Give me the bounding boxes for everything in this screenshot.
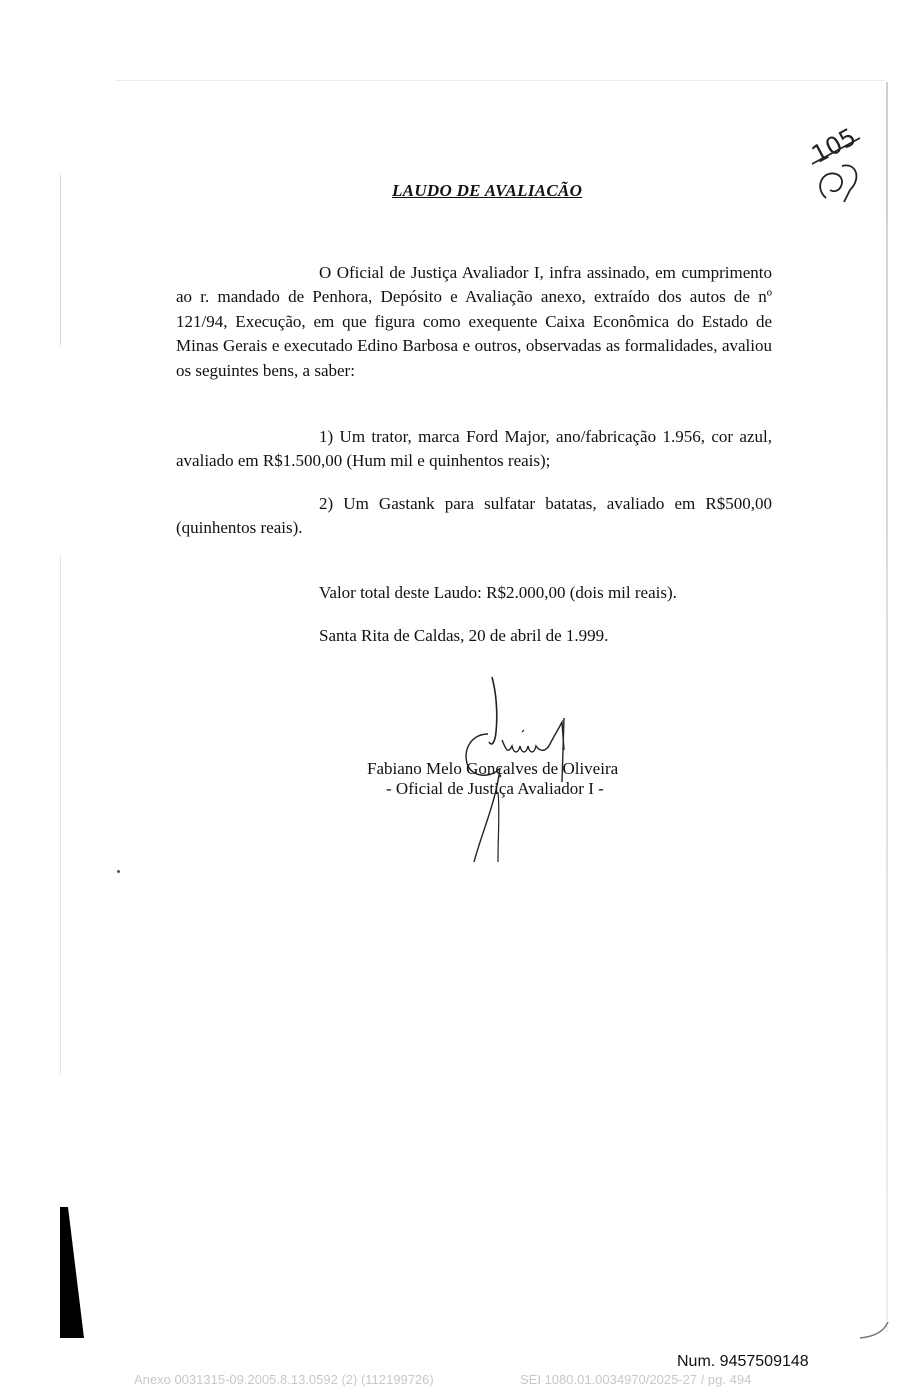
scan-speck [117,870,120,873]
item-2-rest: R$500,00 (quinhentos reais). [176,494,772,538]
scan-left-edge [60,175,61,345]
scan-right-edge [886,82,888,1332]
scan-left-edge-lower [60,555,61,1075]
place-and-date: Santa Rita de Caldas, 20 de abril de 1.999. [319,626,609,645]
scan-top-edge [115,80,885,81]
scan-corner-curl [860,1322,890,1340]
total-value: Valor total deste Laudo: R$2.000,00 (dois mil reais). [319,583,677,602]
handwritten-signature [462,672,582,867]
signer-role: - Oficial de Justiça Avaliador I - [386,779,604,798]
sei-reference: SEI 1080.01.0034970/2025-27 / pg. 494 [520,1372,752,1387]
document-title: LAUDO DE AVALIACÃO [392,181,583,200]
handwritten-page-number [804,118,874,206]
intro-paragraph-first: O Oficial de Justiça Avaliador I, infra assinado, em [319,263,676,282]
intro-paragraph-rest: cumprimento ao r. mandado de Penhora, Depósito e Avaliação anexo, extraído dos autos de nº 121/94, Execução, em que figura como exequente Caixa Econômica do Estado de Minas Gerais e executado Edino Barbosa e outros, observadas as formalidades, avaliou os seguintes bens, a saber: [176,263,772,380]
intro-paragraph [176,261,772,383]
item-1-rest: cor azul, avaliado em R$1.500,00 (Hum mil e quinhentos reais); [176,427,772,471]
page-mark-text: 105 [807,122,861,169]
item-2 [176,492,772,541]
item-2-first: 2) Um Gastank para sulfatar batatas, avaliado em [319,494,696,513]
signer-name: Fabiano Melo Gonçalves de Oliveira [367,759,619,778]
document-number: Num. 9457509148 [677,1353,809,1370]
annex-reference: Anexo 0031315-09.2005.8.13.0592 (2) (112199726) [134,1372,434,1387]
item-1 [176,425,772,474]
item-1-first: 1) Um trator, marca Ford Major, ano/fabricação 1.956, [319,427,705,446]
